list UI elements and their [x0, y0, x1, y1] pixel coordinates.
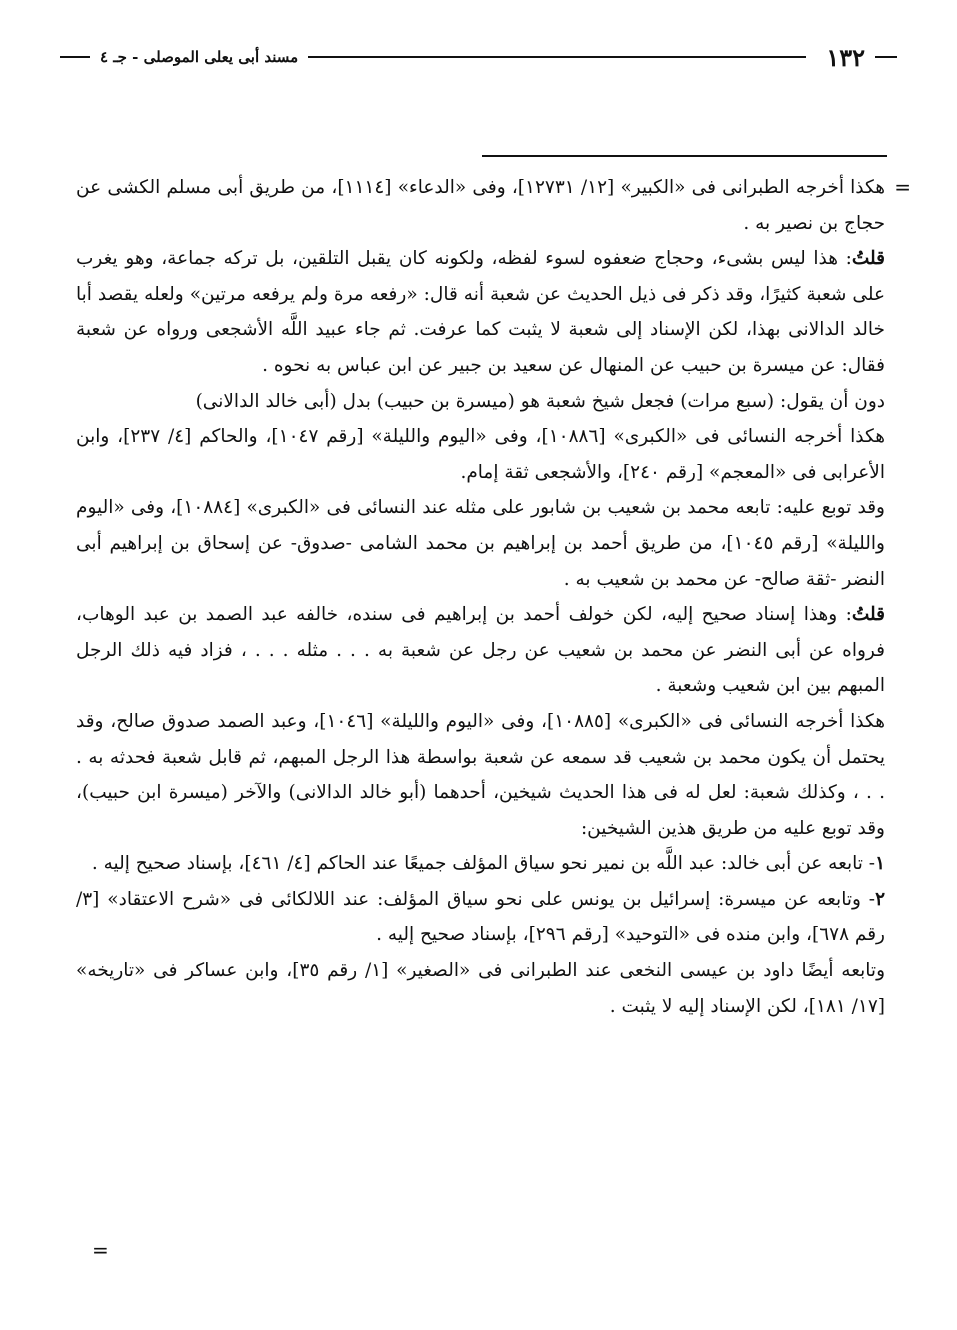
- numbered-item: ١- تابعه عن أبى خالد: عبد اللَّه بن نمير نحو سياق المؤلف جميعًا عند الحاكم [٤/ ٤٦١]، بإسناد صحيح إليه .: [91, 853, 885, 875]
- numbered-item: ٢- وتابعه عن ميسرة: إسرائيل بن يونس على نحو سياق المؤلف: عند اللالكائى فى «شرح الاعتقاد» [٣/ رقم ٦٧٨]، وابن منده فى «التوحيد» [رقم ٢٩٦]، بإسناد صحيح إليه .: [76, 888, 885, 946]
- header-dash-end: [60, 56, 90, 58]
- header-dash: [875, 56, 897, 58]
- paragraph: هكذا أخرجه النسائى فى «الكبرى» [١٠٨٨٥]، وفى «اليوم والليلة» [١٠٤٦]، وعبد الصمد صدوق صالح، وقد يحتمل أن يكون محمد بن شعيب قد سمعه عن شعبة بواسطة هذا الرجل المبهم، ثم قابل شعبة فحدثه به . . . ، وكذلك شعبة: لعل له فى هذا الحديث شيخين، أحدهما (أبو خالد الدالانى) والآخر (ميسرة ابن حبيب)، وقد توبع عليه من طريق هذين الشيخين:: [76, 710, 885, 839]
- continuation-marker-bottom: =: [92, 1238, 109, 1262]
- paragraph: قلتُ: وهذا إسناد صحيح إليه، لكن خولف أحمد بن إبراهيم فى سنده، خالفه عبد الصمد بن عبد الوهاب، فرواه عن أبى النضر عن محمد بن شعيب عن رجل عن شعبة به . . . مثله . . . ، فزاد فيه ذلك الرجل المبهم بين ابن شعيب وشعبة .: [76, 604, 885, 697]
- page-header: [60, 40, 897, 74]
- paragraph: هكذا أخرجه النسائى فى «الكبرى» [١٠٨٨٦]، وفى «اليوم والليلة» [رقم ١٠٤٧]، والحاكم [٤/ ٢٣٧]، وابن الأعرابى فى «المعجم» [رقم ٢٤٠]، والأشجعى ثقة إمام.: [76, 426, 885, 483]
- qultu-label: قلتُ: [851, 604, 885, 626]
- item-number: ١: [875, 853, 885, 875]
- paragraph: دون أن يقول: (سبع مرات) فجعل شيخ شعبة هو (ميسرة بن حبيب) بدل (أبى خالد الدالانى): [195, 390, 885, 412]
- item-number: ٢: [875, 888, 885, 910]
- paragraph: وقد توبع عليه: تابعه محمد بن شعيب بن شابور على مثله عند النسائى فى «الكبرى» [١٠٨٨٤]، وفى «اليوم والليلة» [رقم ١٠٤٥]، من طريق أحمد بن إبراهيم بن محمد الشامى -صدوق- عن إسحاق بن إبراهيم أبى النضر -ثقة صالح- عن محمد بن شعيب به .: [76, 497, 885, 590]
- paragraph: هكذا أخرجه الطبرانى فى «الكبير» [١٢/ ١٢٧٣١]، وفى «الدعاء» [١١١٤]، من طريق أبى مسلم الكشى عن حجاج بن نصير به .: [76, 177, 885, 234]
- footnote-separator: [482, 155, 887, 157]
- continuation-marker-top: =: [894, 175, 911, 199]
- paragraph: وتابعه أيضًا داود بن عيسى النخعى عند الطبرانى فى «الصغير» [١/ رقم ٣٥]، وابن عساكر فى «تاريخه» [١٧/ ١٨١]، لكن الإسناد إليه لا يثبت .: [76, 960, 885, 1017]
- page-number: ١٣٢: [826, 42, 865, 72]
- running-title: مسند أبى يعلى الموصلى - جـ ٤: [100, 48, 299, 66]
- footnote-body: [76, 170, 911, 1024]
- header-rule: [308, 56, 806, 58]
- paragraph: قلتُ: هذا ليس بشىء، وحجاج ضعفوه لسوء لفظه، ولكونه كان يقبل التلقين، بل تركه جماعة، وهو يغرب على شعبة كثيرًا، وقد ذكر فى ذيل الحديث عن شعبة أنه قال: «رفعه مرة ولم يرفعه مرتين» ولعله يقصد أبا خالد الدالانى بهذا، لكن الإسناد إلى شعبة لا يثبت كما عرفت. ثم جاء عبيد اللَّه الأشجعى ورواه عن شعبة فقال: عن ميسرة بن حبيب عن المنهال عن سعيد بن جبير عن ابن عباس به نحوه .: [76, 248, 885, 376]
- qultu-label: قلتُ: [851, 248, 885, 270]
